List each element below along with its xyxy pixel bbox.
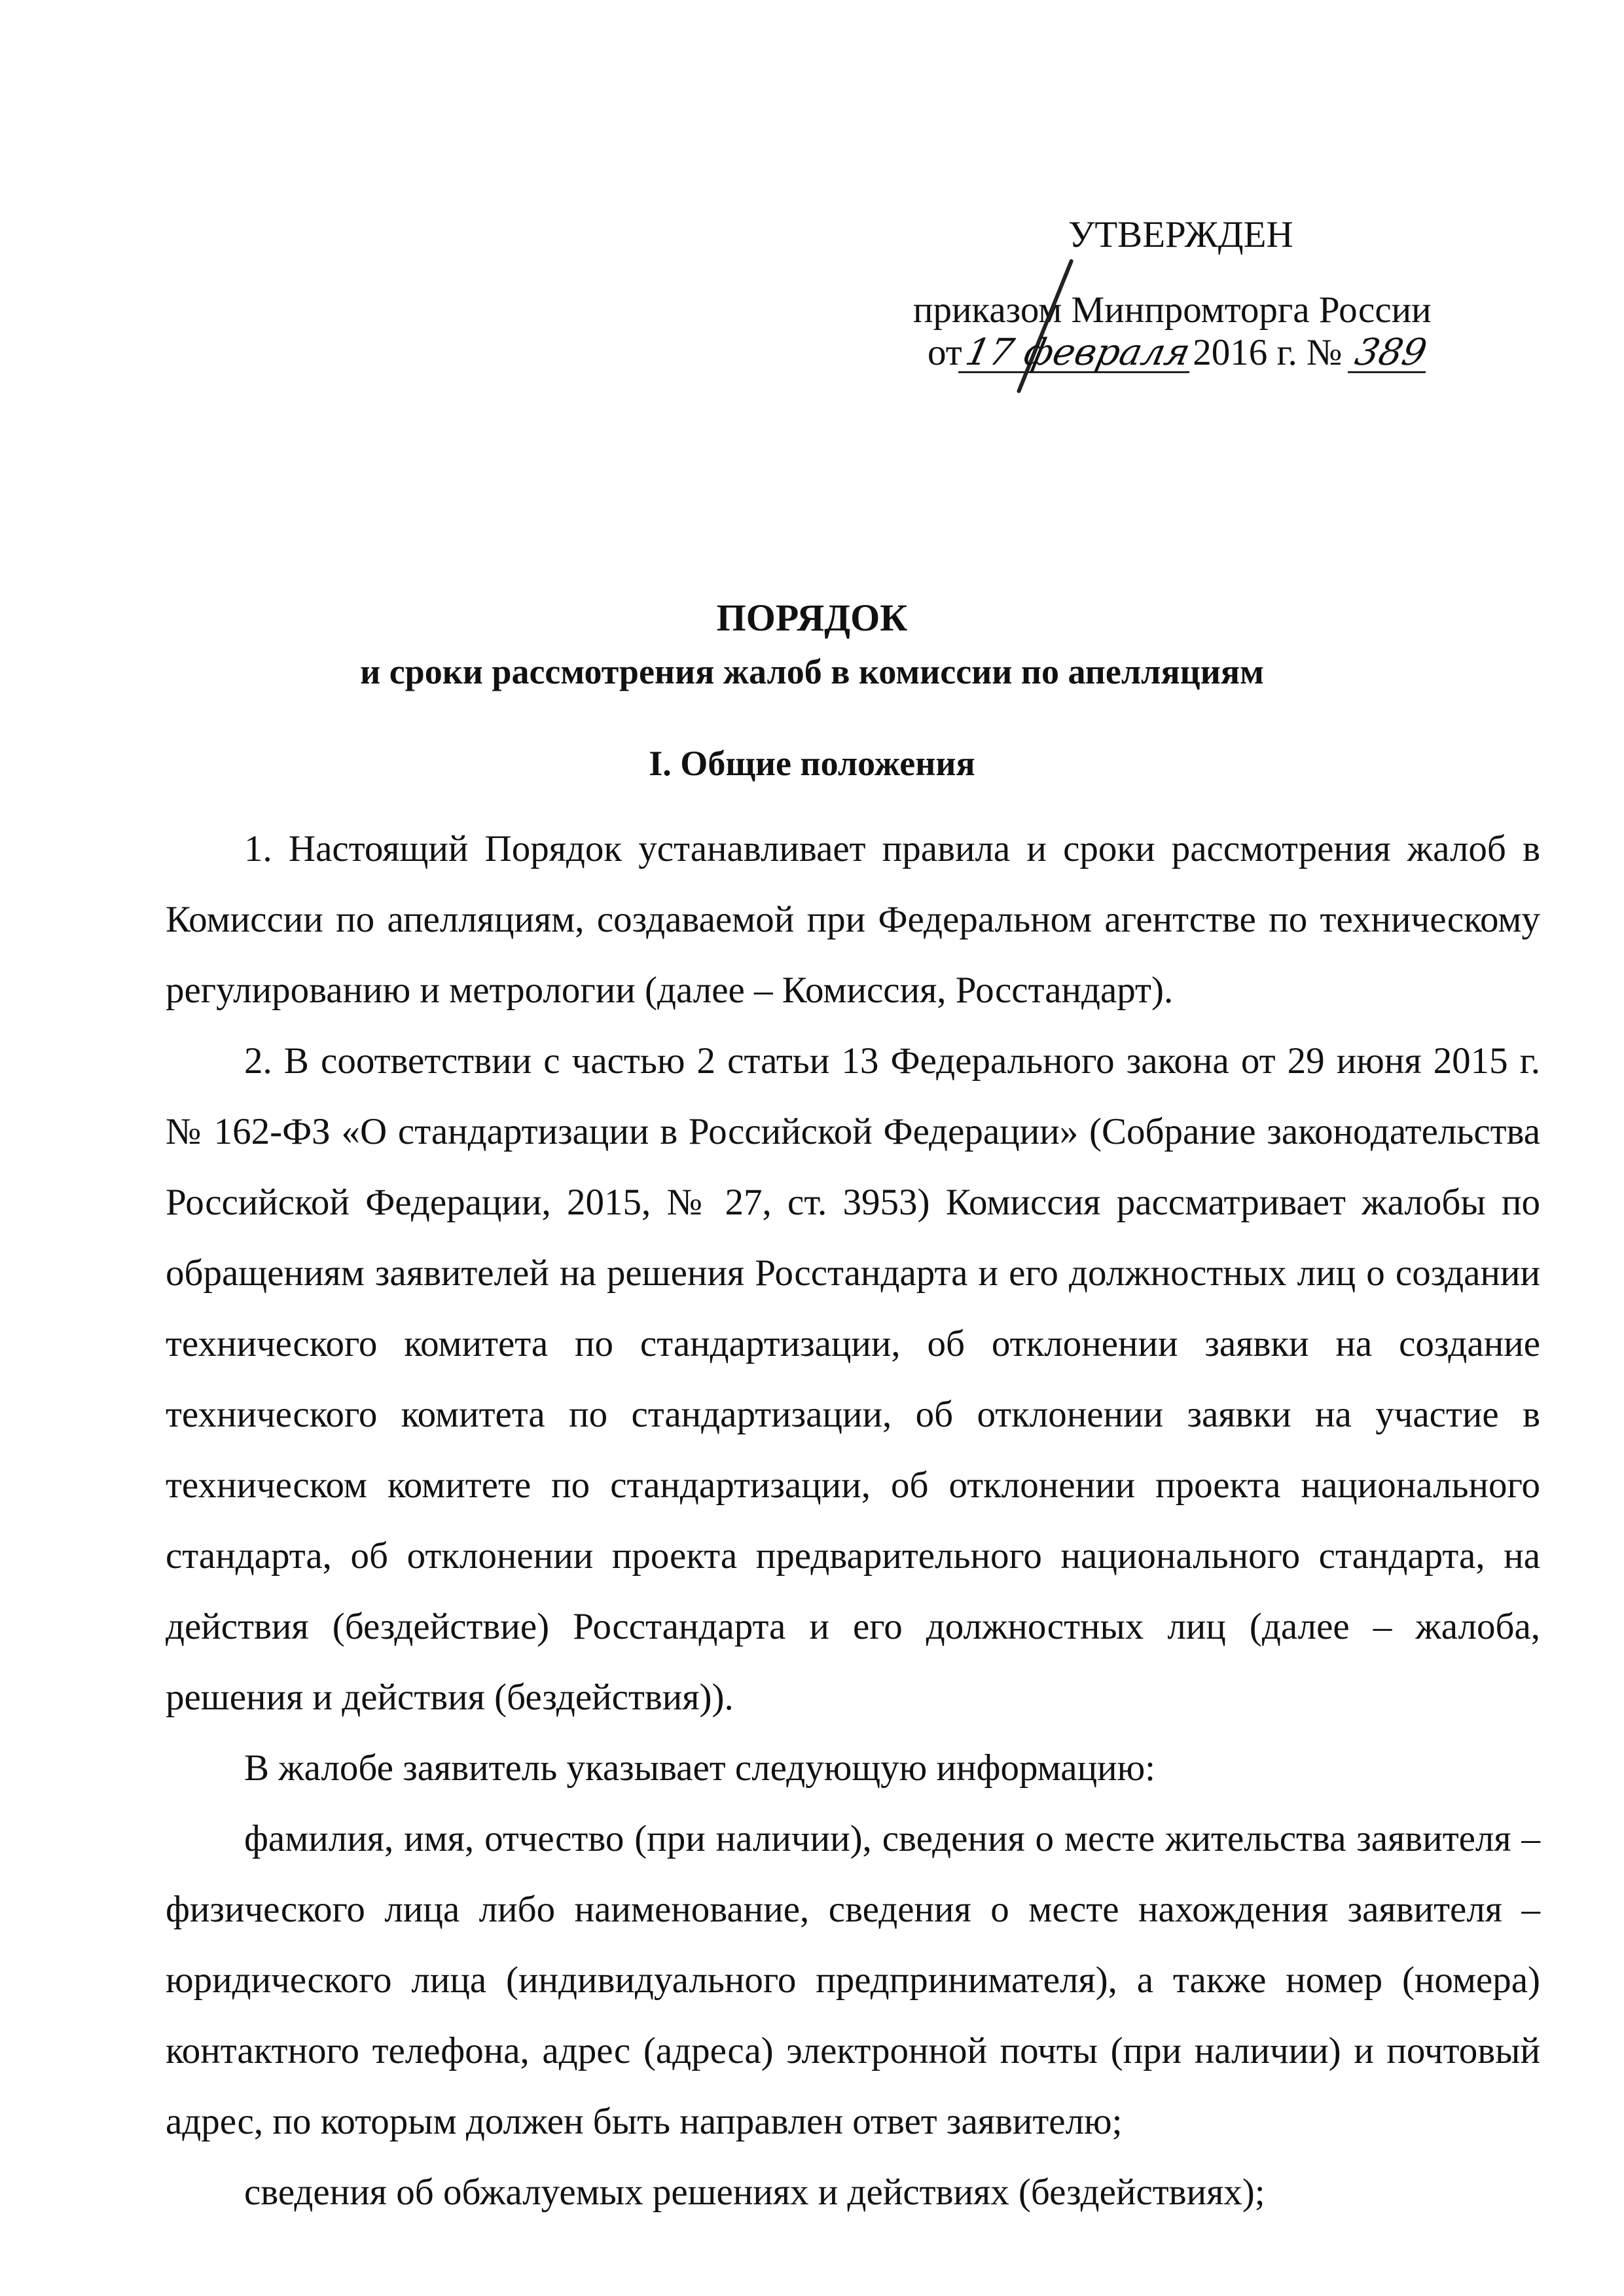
paragraph-3: В жалобе заявитель указывает следующую информацию:	[244, 1747, 1155, 1789]
handwritten-number: 389	[1347, 335, 1433, 373]
paragraph-1: 1. Настоящий Порядок устанавливает правила и сроки рассмотрения жалоб в Комиссии по апелляциям, создаваемой при Федеральном агентстве по техническому регулированию и метрологии (далее – Комиссия, Росстандарт).	[166, 828, 1540, 1011]
paragraph-4: фамилия, имя, отчество (при наличии), сведения о месте жительства заявителя – физического лица либо наименование, сведения о месте нахождения заявителя – юридического лица (индивидуального предпринимателя), а также номер (номера) контактного телефона, адрес (адреса) электронной почты (при наличии) и почтовый адрес, по которым должен быть направлен ответ заявителю;	[166, 1818, 1540, 2142]
document-title: ПОРЯДОК	[716, 596, 908, 639]
document-body	[166, 814, 1540, 2228]
approval-order-line: приказом Минпромторга России	[913, 289, 1432, 331]
date-prefix: от	[928, 332, 962, 373]
approval-year: 2016 г. №	[1193, 332, 1343, 373]
paragraph-2: 2. В соответствии с частью 2 статьи 13 Федерального закона от 29 июня 2015 г. № 162-ФЗ «О стандартизации в Российской Федерации» (Собрание законодательства Российской Федерации, 2015, № 27, ст. 3953) Комиссия рассматривает жалобы по обращениям заявителей на решения Росстандарта и его должностных лиц о создании технического комитета по стандартизации, об отклонении заявки на создание технического комитета по стандартизации, об отклонении заявки на участие в техническом комитете по стандартизации, об отклонении проекта национального стандарта, об отклонении проекта предварительного национального стандарта, на действия (бездействие) Росстандарта и его должностных лиц (далее – жалоба, решения и действия (бездействия)).	[166, 1040, 1540, 1718]
approval-date-line	[928, 331, 1430, 374]
approval-title: УТВЕРЖДЕН	[1068, 214, 1293, 255]
handwritten-date: 17 февраля	[958, 335, 1197, 373]
document-subtitle: и сроки рассмотрения жалоб в комиссии по апелляциям	[360, 652, 1264, 691]
paragraph-5: сведения об обжалуемых решениях и действиях (бездействиях);	[244, 2172, 1265, 2213]
section-title: I. Общие положения	[649, 744, 975, 783]
